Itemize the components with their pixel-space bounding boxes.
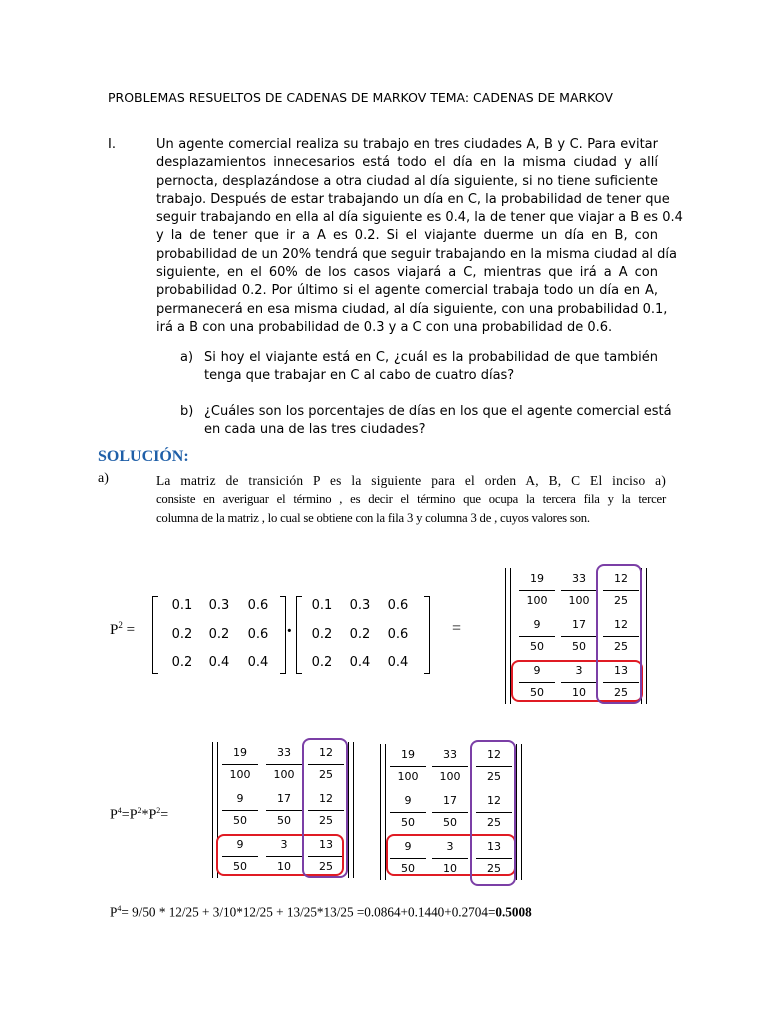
problem-line: probabilidad 0.2. Por último si el agente comercial trabaja todo un día en A, (156, 283, 658, 299)
matrix-cell: 0.3 (349, 598, 371, 613)
matrix-cell: 0.2 (171, 627, 193, 642)
problem-line: Un agente comercial realiza su trabajo en tres ciudades A, B y C. Para evitar (156, 137, 658, 152)
left-bracket (152, 596, 158, 674)
page-title: PROBLEMAS RESUELTOS DE CADENAS DE MARKOV TEMA: CADENAS DE MARKOV (108, 90, 613, 105)
problem-line: desplazamientos innecesarios está todo el día en la misma ciudad y allí (156, 155, 658, 171)
right-bracket (424, 596, 430, 674)
problem-line: siguiente, en el 60% de los casos viajará a C, mientras que irá a A con (156, 265, 658, 281)
solution-line: consiste en averiguar el término , es decir el término que ocupa la tercera fila y la tercer (156, 492, 666, 506)
question-b-label: b) (180, 404, 194, 419)
matrix-cell: 0.6 (247, 627, 269, 642)
problem-statement (156, 136, 683, 337)
problem-line: seguir trabajando en ella al día siguiente es 0.4, la de tener que viajar a B es 0.4 (156, 210, 683, 226)
solution-line: La matriz de transición P es la siguiente para el orden A, B, C El inciso a) (156, 473, 666, 488)
question-a-label: a) (180, 350, 194, 365)
solution-text (156, 471, 666, 528)
matrix-cell: 0.2 (311, 627, 333, 642)
fraction-matrix-right: 19 100 33 100 12 25 9 50 17 50 12 25 9 50 3 10 13 25 (380, 744, 522, 880)
solution-heading: SOLUCIÓN: (98, 448, 189, 465)
matrix-cell: 0.2 (349, 627, 371, 642)
p2-exponent: 2 (118, 620, 123, 630)
p4-final-equation (110, 904, 532, 920)
matrix-cell: 0.4 (247, 655, 269, 670)
right-bracket (348, 742, 354, 878)
matrix-cell: 0.4 (387, 655, 409, 670)
p4-label: $P^4=P^2*P^2=$ (110, 806, 169, 823)
solution-label: a) (98, 471, 109, 486)
decimal-matrix-1 (152, 596, 286, 672)
matrix-cell: 0.2 (171, 655, 193, 670)
multiply-dot: · (286, 620, 293, 642)
matrix-cell: 0.1 (171, 598, 193, 613)
p2-label (110, 620, 135, 639)
problem-line: permanecerá en esa misma ciudad, al día siguiente, con una probabilidad 0.1, (156, 301, 668, 317)
p4-final-symbol: P (110, 904, 118, 920)
p2-equals: = (126, 622, 136, 638)
right-bracket (516, 744, 522, 880)
problem-line: pernocta, desplazándose a otra ciudad al día siguiente, si no tiene suficiente (156, 173, 658, 189)
p4-final-expression: = 9/50 * 12/25 + 3/10*12/25 + 13/25*13/25 =0.0864+0.1440+0.2704= (121, 904, 496, 920)
matrix-cell: 0.6 (247, 598, 269, 613)
problem-line: y la de tener que ir a A es 0.2. Si el viajante duerme un día en B, con (156, 228, 658, 244)
left-bracket (296, 596, 302, 674)
matrix-cell: 0.2 (208, 627, 230, 642)
matrix-cell: 0.6 (387, 598, 409, 613)
p4-final-exponent: 4 (117, 904, 122, 913)
p4-final-result: 0.5008 (495, 904, 532, 920)
matrix-cell: 0.6 (387, 627, 409, 642)
matrix-cell: 0.1 (311, 598, 333, 613)
solution-line: columna de la matriz , lo cual se obtiene con la fila 3 y columna 3 de , cuyos valores son. (156, 511, 590, 525)
matrix-cell: 0.4 (208, 655, 230, 670)
matrix-cell: 0.2 (311, 655, 333, 670)
question-line: Si hoy el viajante está en C, ¿cuál es la probabilidad de que también (204, 350, 658, 365)
problem-line: probabilidad de un 20% tendrá que seguir trabajando en la misma ciudad al día (156, 246, 678, 262)
question-line: en cada una de las tres ciudades? (204, 422, 426, 438)
fraction-matrix-p2-result: 19 100 33 100 12 25 9 50 17 50 12 25 9 50 3 10 13 25 (505, 568, 647, 704)
fraction-matrix-left: 19 100 33 100 12 25 9 50 17 50 12 25 9 50 3 10 13 25 (212, 742, 354, 878)
problem-number: I. (108, 137, 116, 152)
question-line: tenga que trabajar en C al cabo de cuatro días? (204, 368, 515, 384)
question-line: ¿Cuáles son los porcentajes de días en los que el agente comercial está (204, 404, 672, 419)
decimal-matrix-2 (296, 596, 430, 672)
result-equals: = (452, 620, 462, 637)
problem-line: irá a B con una probabilidad de 0.3 y a C con una probabilidad de 0.6. (156, 319, 613, 335)
col3-highlight (302, 738, 348, 878)
p2-symbol: P (110, 622, 119, 638)
question-a (204, 349, 658, 386)
problem-line: trabajo. Después de estar trabajando un día en C, la probabilidad de tener que (156, 191, 670, 207)
col3-highlight (470, 740, 516, 886)
matrix-cell: 0.4 (349, 655, 371, 670)
question-b (204, 403, 672, 440)
col3-highlight (596, 564, 642, 704)
matrix-cell: 0.3 (208, 598, 230, 613)
